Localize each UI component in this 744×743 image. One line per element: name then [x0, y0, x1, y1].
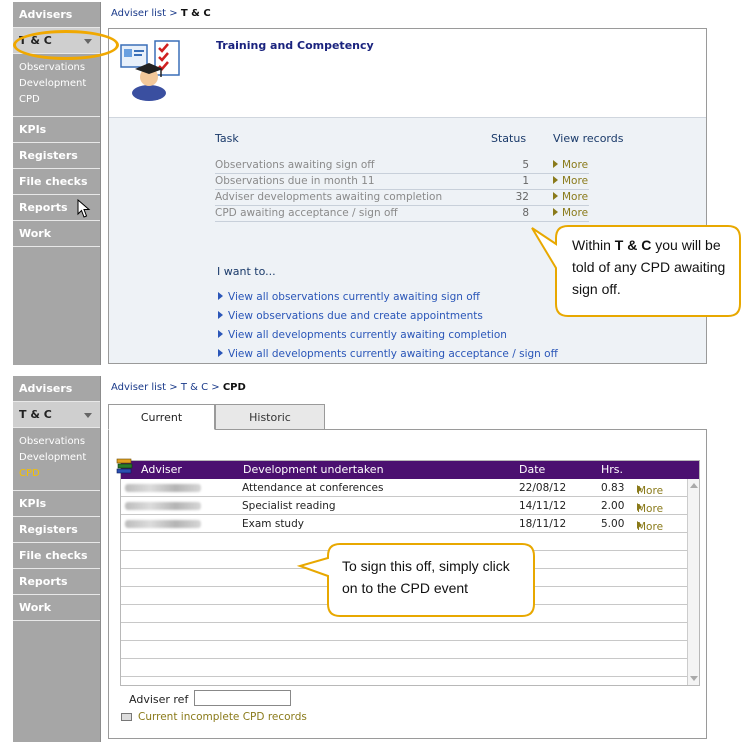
printer-icon [121, 713, 132, 721]
print-link-label: Current incomplete CPD records [138, 711, 307, 723]
date-cell: 14/11/12 [519, 500, 567, 512]
arrow-right-icon [553, 160, 558, 168]
subnav-cpd[interactable]: CPD [19, 468, 40, 479]
callout-text-1 [572, 234, 738, 300]
table-row [215, 190, 589, 206]
more-label: More [562, 159, 589, 171]
task-status: 1 [522, 175, 529, 187]
training-graduate-icon [119, 39, 183, 101]
tab-historic[interactable]: Historic [215, 404, 325, 430]
col-adviser: Adviser [141, 463, 182, 476]
table-row[interactable] [121, 497, 687, 515]
chevron-down-icon[interactable] [84, 413, 92, 418]
subnav-observations[interactable]: Observations [19, 436, 86, 447]
col-hrs: Hrs. [601, 463, 624, 476]
breadcrumb-tc[interactable]: T & C [180, 382, 209, 393]
tc-highlight-ellipse [13, 30, 119, 60]
nav-work[interactable]: Work [13, 221, 100, 247]
date-cell: 18/11/12 [519, 518, 567, 530]
more-label: More [637, 485, 664, 497]
link-observations-sign-off[interactable] [218, 291, 480, 303]
nav-advisers[interactable]: Advisers [13, 2, 100, 28]
adviser-ref-label: Adviser ref [129, 693, 189, 706]
arrow-right-icon [218, 311, 223, 319]
nav-tc-label: T & C [19, 34, 52, 47]
breadcrumb [111, 8, 211, 19]
callout-1-pre: Within [572, 237, 615, 253]
more-label: More [562, 175, 589, 187]
link-label: View observations due and create appointments [228, 310, 483, 322]
col-development: Development undertaken [243, 463, 384, 476]
arrow-right-icon [218, 330, 223, 338]
breadcrumb-sep: > [208, 382, 223, 393]
more-link[interactable] [553, 175, 588, 187]
table-row-empty [121, 623, 687, 641]
nav-registers[interactable]: Registers [13, 143, 100, 169]
task-name: CPD awaiting acceptance / sign off [215, 207, 398, 219]
arrow-right-icon [553, 176, 558, 184]
nav-advisers[interactable]: Advisers [13, 376, 100, 402]
nav-reports[interactable]: Reports [13, 195, 100, 221]
development-cell: Attendance at conferences [242, 482, 384, 494]
hrs-cell: 5.00 [601, 518, 625, 530]
more-label: More [637, 503, 664, 515]
page-title: Training and Competency [216, 39, 374, 52]
breadcrumb-sep: > [166, 382, 181, 393]
arrow-right-icon [553, 208, 558, 216]
task-status: 5 [522, 159, 529, 171]
breadcrumb-adviser-list[interactable]: Adviser list [111, 382, 167, 393]
more-label: More [637, 521, 664, 533]
breadcrumb-adviser-list[interactable]: Adviser list [111, 8, 167, 19]
books-icon [115, 455, 137, 477]
task-name: Observations due in month 11 [215, 175, 375, 187]
callout-text-2: To sign this off, simply click on to the CPD event [342, 558, 510, 596]
hrs-cell: 0.83 [601, 482, 625, 494]
subnav-cpd[interactable]: CPD [19, 94, 40, 105]
table-row [215, 206, 589, 222]
subnav-development[interactable]: Development [19, 78, 87, 89]
page-header [109, 29, 706, 115]
link-label: View all developments currently awaiting acceptance / sign off [228, 348, 558, 360]
tc-subnav [13, 54, 100, 117]
grid-scrollbar[interactable] [687, 479, 699, 685]
sidebar [13, 376, 101, 742]
more-link[interactable] [553, 207, 588, 219]
table-row-empty [121, 641, 687, 659]
hrs-cell: 2.00 [601, 500, 625, 512]
mouse-cursor-icon [77, 199, 91, 219]
nav-file-checks[interactable]: File checks [13, 543, 100, 569]
task-name: Observations awaiting sign off [215, 159, 375, 171]
adviser-name-redacted [125, 502, 201, 510]
link-label: View all observations currently awaiting sign off [228, 291, 480, 303]
nav-work[interactable]: Work [13, 595, 100, 621]
col-date: Date [519, 463, 546, 476]
tab-current[interactable]: Current [108, 404, 215, 430]
arrow-right-icon [553, 192, 558, 200]
nav-kpis[interactable]: KPIs [13, 117, 100, 143]
scroll-up-icon[interactable] [690, 483, 698, 488]
more-label: More [562, 207, 589, 219]
callout-1-post: you will be told of any CPD awaiting sign off. [572, 237, 726, 297]
nav-tc-label: T & C [19, 408, 52, 421]
nav-registers[interactable]: Registers [13, 517, 100, 543]
subnav-development[interactable]: Development [19, 452, 87, 463]
table-row[interactable] [121, 479, 687, 497]
i-want-to-heading: I want to... [217, 265, 276, 278]
table-row[interactable] [121, 515, 687, 533]
nav-kpis[interactable]: KPIs [13, 491, 100, 517]
breadcrumb [111, 382, 246, 393]
more-link[interactable] [553, 191, 588, 203]
subnav-observations[interactable]: Observations [19, 62, 86, 73]
print-incomplete-cpd-link[interactable] [121, 711, 307, 723]
task-status: 32 [515, 191, 529, 203]
more-label: More [562, 191, 589, 203]
breadcrumb-current: CPD [222, 382, 246, 393]
nav-reports[interactable]: Reports [13, 569, 100, 595]
more-link[interactable] [553, 159, 588, 171]
adviser-name-redacted [125, 520, 201, 528]
col-task: Task [215, 132, 239, 145]
development-cell: Specialist reading [242, 500, 336, 512]
breadcrumb-current: T & C [180, 8, 211, 19]
arrow-right-icon [218, 349, 223, 357]
nav-file-checks[interactable]: File checks [13, 169, 100, 195]
link-observations-due[interactable] [218, 310, 483, 322]
table-row [215, 174, 589, 190]
tc-subnav [13, 428, 100, 491]
nav-tc[interactable] [13, 402, 100, 428]
grid-header [121, 461, 699, 479]
breadcrumb-sep: > [166, 8, 181, 19]
table-row-empty [121, 659, 687, 677]
arrow-right-icon [218, 292, 223, 300]
scroll-down-icon[interactable] [690, 676, 698, 681]
task-name: Adviser developments awaiting completion [215, 191, 443, 203]
table-row [215, 158, 589, 174]
adviser-ref-input[interactable] [194, 690, 291, 706]
col-status: Status [491, 132, 527, 145]
adviser-name-redacted [125, 484, 201, 492]
col-view-records: View records [553, 132, 624, 145]
link-developments-acceptance[interactable] [218, 348, 558, 360]
development-cell: Exam study [242, 518, 304, 530]
link-developments-completion[interactable] [218, 329, 507, 341]
callout-1-bold: T & C [614, 237, 652, 253]
link-label: View all developments currently awaiting completion [228, 329, 507, 341]
task-status: 8 [522, 207, 529, 219]
date-cell: 22/08/12 [519, 482, 567, 494]
